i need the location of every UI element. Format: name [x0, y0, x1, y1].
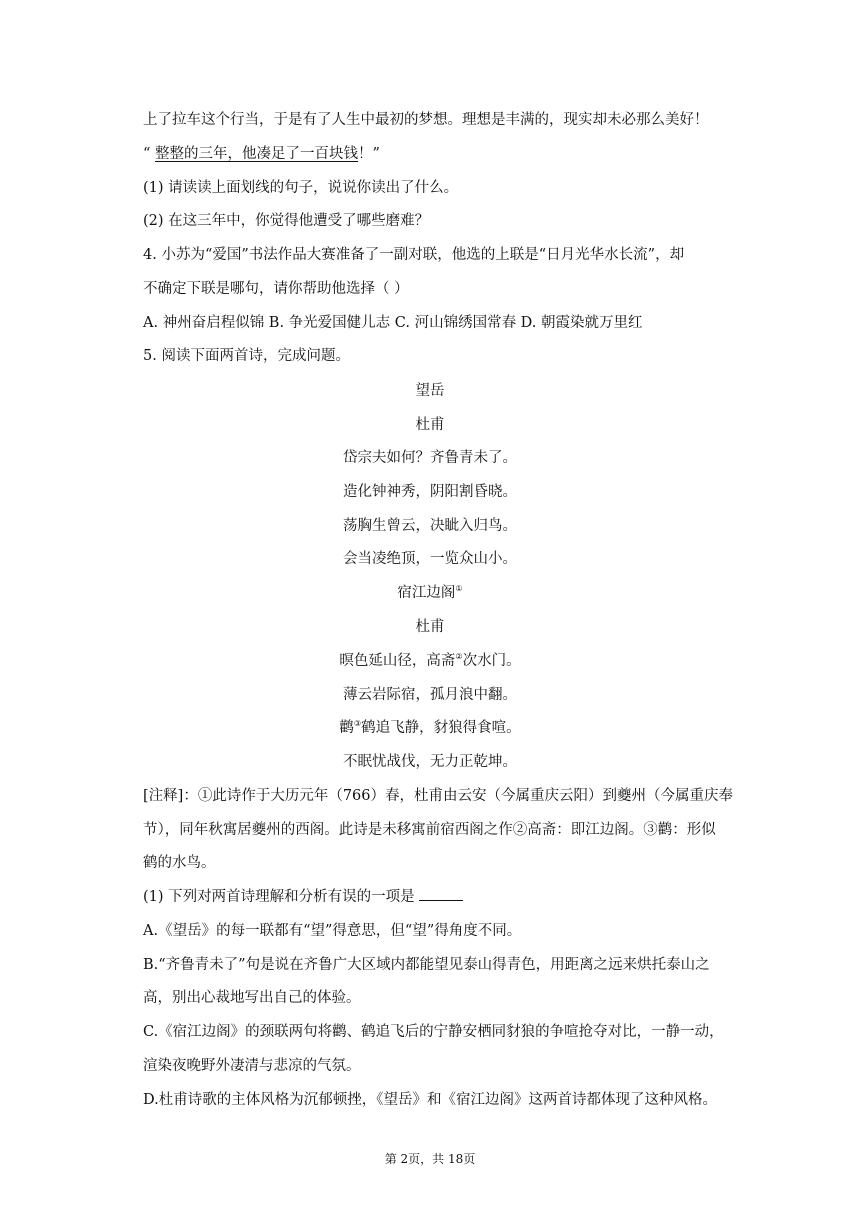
sub-question-2: (2) 在这三年中，你觉得他遭受了哪些磨难？ [143, 213, 430, 229]
poem2-author: 杜甫 [415, 619, 445, 635]
poem2-line [0, 650, 860, 672]
poem1-line: 岱宗夫如何？齐鲁青未了。 [343, 450, 517, 466]
annotation-line: 节），同年秋寓居夔州的西阁。此诗是未移寓前宿西阁之作②高斋：即江边阁。③鹳：形似 [143, 822, 716, 838]
poem1-line: 造化钟神秀，阴阳割昏晓。 [343, 484, 517, 500]
poem1-title: 望岳 [415, 383, 445, 399]
annotation-line: 鹤的水鸟。 [143, 855, 216, 871]
question-stem-text: (1) 下列对两首诗理解和分析有误的一项是 [143, 889, 415, 905]
footnote-marker: ③ [353, 719, 362, 729]
poem2-line: 不眠忧战伐，无力正乾坤。 [343, 754, 517, 770]
page-number: 第 2页，共 18页 [384, 1152, 476, 1166]
question-4-stem: 4. 小苏为“爱国”书法作品大赛准备了一副对联，他选的上联是“日月光华水长流”，却 [143, 247, 685, 263]
footnote-marker: ① [455, 584, 463, 594]
underlined-sentence: 整整的三年，他凑足了一百块钱 [155, 146, 359, 162]
quote-close: ！” [358, 146, 380, 162]
option-c-cont: 渲染夜晚野外凄清与悲凉的气氛。 [143, 1058, 361, 1074]
quote-open: “ [143, 146, 156, 162]
option-c: C.《宿江边阁》的颈联两句将鹳、鹤追飞后的宁静安栖同豺狼的争喧抢夺对比，一静一动， [143, 1024, 724, 1040]
poem2-line-text: 鹤追飞静，豺狼得食喧。 [361, 720, 521, 736]
passage-line: 上了拉车这个行当，于是有了人生中最初的梦想。理想是丰满的，现实却未必那么美好！ [143, 112, 709, 128]
option-b-cont: 高，别出心裁地写出自己的体验。 [143, 990, 361, 1006]
poem2-line [0, 717, 860, 739]
poem2-line-text: 鹳 [339, 720, 354, 736]
poem2-line-text: 暝色延山径，高斋 [339, 653, 456, 669]
option-d: D.杜甫诗歌的主体风格为沉郁顿挫，《望岳》和《宿江边阁》这两首诗都体现了这种风格。 [143, 1092, 717, 1108]
option-a: A.《望岳》的每一联都有“望”得意思，但“望”得角度不同。 [143, 923, 522, 939]
sub-question-1: (1) 请读读上面划线的句子，说说你读出了什么。 [143, 180, 459, 196]
poem1-line: 会当凌绝顶，一览众山小。 [343, 551, 517, 567]
poem2-line: 薄云岩际宿，孤月浪中翻。 [343, 687, 517, 703]
poem2-line-text: 次水门。 [462, 653, 521, 669]
footnote-marker: ② [455, 652, 463, 662]
poem1-line: 荡胸生曾云，决眦入归鸟。 [343, 518, 517, 534]
annotation-line: [注释]：①此诗作于大历元年（766）春，杜甫由云安（今属重庆云阳）到夔州（今属重庆奉 [143, 788, 733, 804]
question-4-stem-cont: 不确定下联是哪句，请你帮助他选择（ ） [143, 281, 409, 297]
poem1-author: 杜甫 [415, 417, 445, 433]
question-stem [143, 886, 463, 908]
poem2-title [0, 582, 860, 604]
option-b: B.“齐鲁青未了”句是说在齐鲁广大区域内都能望见泰山得青色，用距离之远来烘托泰山之 [143, 957, 710, 973]
poem2-title-text: 宿江边阁 [397, 585, 456, 601]
question-5-stem: 5. 阅读下面两首诗，完成问题。 [143, 348, 350, 364]
answer-blank[interactable] [419, 886, 463, 901]
question-4-options: A. 神州奋启程似锦 B. 争光爱国健儿志 C. 河山锦绣国常春 D. 朝霞染就万里红 [143, 315, 643, 331]
quoted-sentence [143, 143, 380, 165]
